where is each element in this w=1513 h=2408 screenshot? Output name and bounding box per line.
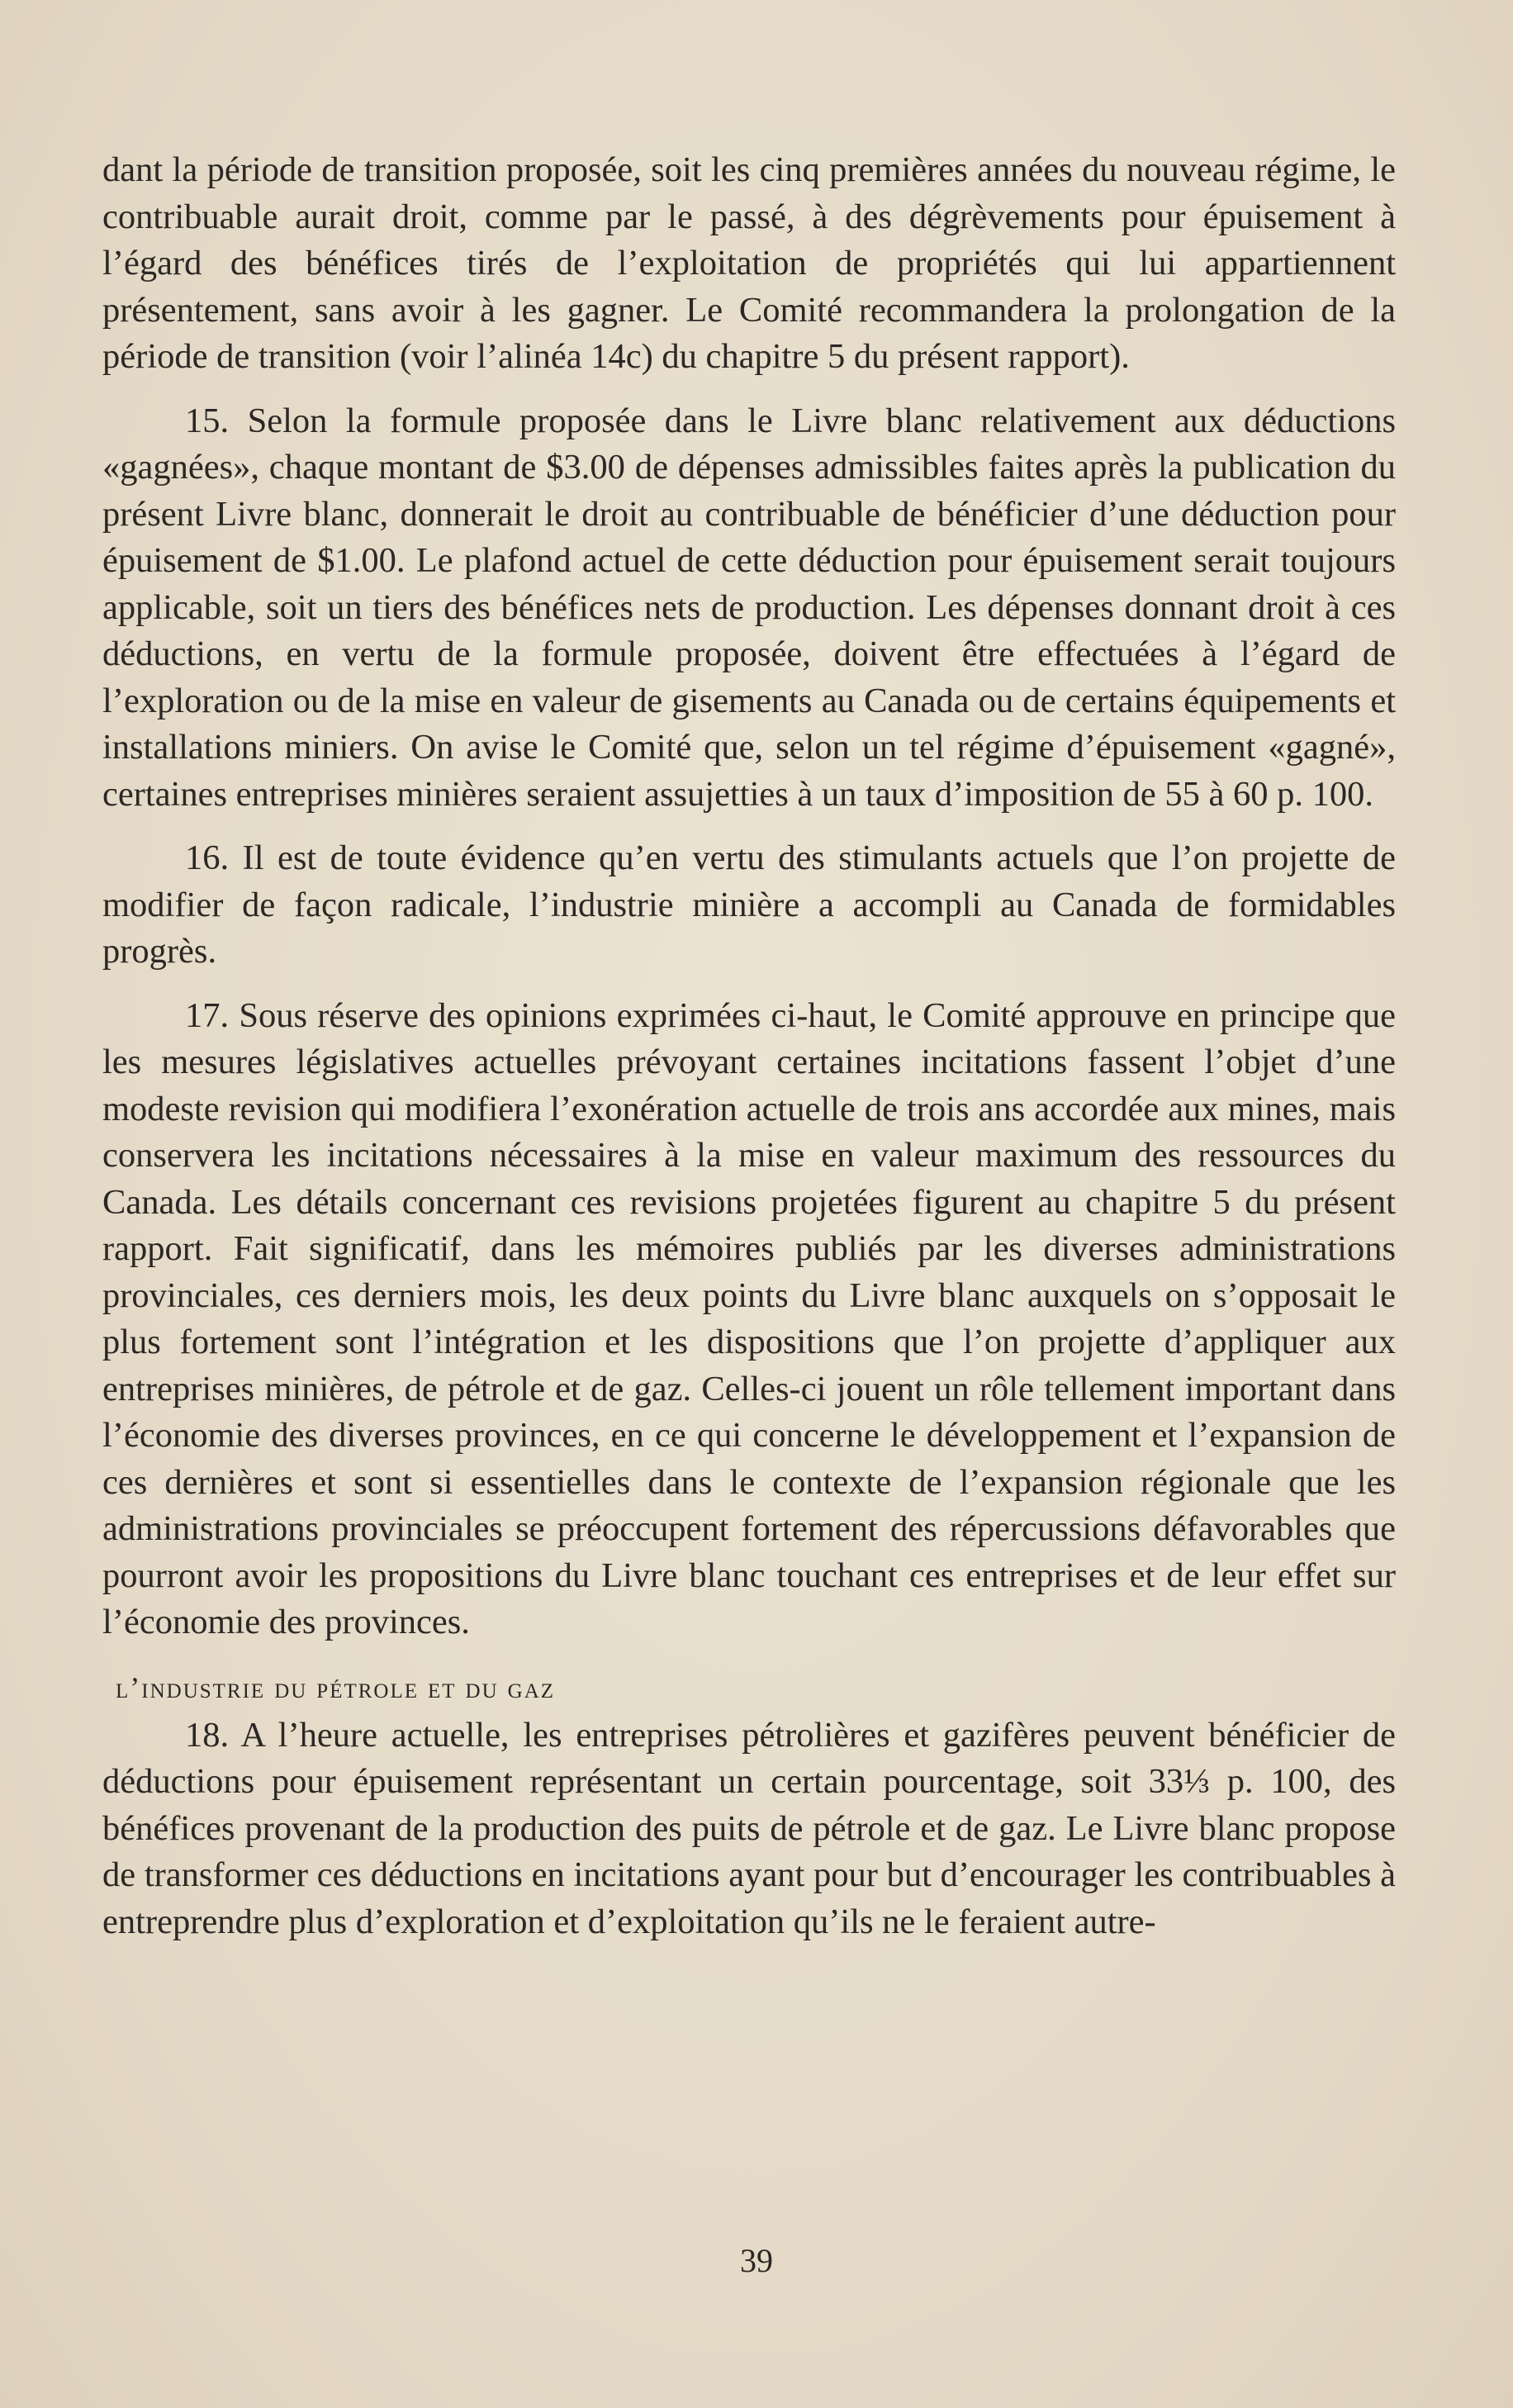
paragraph-16: 16. Il est de toute évidence qu’en vertu des stimulants actuels que l’on projette de modifier de façon radicale, l’industrie minière a accompli au Canada de formidables progrès. [102, 838, 1396, 971]
opening-paragraph: dant la période de transition proposée, soit les cinq premières années du nouveau régime, le contribuable aurait droit, comme par le passé, à des dégrèvements pour épuisement à l’égard des bénéfices tirés de l’exploitation de propriétés qui lui appartiennent présentement, sans avoir à les gagner. Le Comité recommandera la prolongation de la période de transition (voir l’alinéa 14c) du chapitre 5 du présent rapport). [102, 150, 1396, 376]
body-text [102, 147, 1396, 1945]
section-heading: l’industrie du pétrole et du gaz [116, 1670, 556, 1704]
page-number: 39 [740, 2242, 773, 2279]
paragraph-18: 18. A l’heure actuelle, les entreprises pétrolières et gazifères peuvent bénéficier de déductions pour épuisement représentant un certain pourcentage, soit 33⅓ p. 100, des bénéfices provenant de la production des puits de pétrole et de gaz. Le Livre blanc propose de transformer ces déductions en incitations ayant pour but d’encourager les contribuables à entreprendre plus d’exploration et d’exploitation qu’ils ne le feraient autre- [102, 1715, 1396, 1941]
paragraph-15: 15. Selon la formule proposée dans le Livre blanc relativement aux déductions «gagnées», chaque montant de $3.00 de dépenses admissibles faites après la publication du présent Livre blanc, donnerait le droit au contribuable de bénéficier d’une déduction pour épuisement de $1.00. Le plafond actuel de cette déduction pour épuisement serait toujours applicable, soit un tiers des bénéfices nets de production. Les dépenses donnant droit à ces déductions, en vertu de la formule proposée, doivent être effectuées à l’égard de l’exploration ou de la mise en valeur de gisements au Canada ou de certains équipements et installations miniers. On avise le Comité que, selon un tel régime d’épuisement «gagné», certaines entreprises minières seraient assujetties à un taux d’imposition de 55 à 60 p. 100. [102, 401, 1396, 814]
paragraph-17: 17. Sous réserve des opinions exprimées ci-haut, le Comité approuve en principe que les mesures législatives actuelles prévoyant certaines incitations fassent l’objet d’une modeste revision qui modifiera l’exonération actuelle de trois ans accordée aux mines, mais conservera les incitations nécessaires à la mise en valeur maximum des ressources du Canada. Les détails concernant ces revisions projetées figurent au chapitre 5 du présent rapport. Fait significatif, dans les mémoires publiés par les diverses administrations provinciales, ces derniers mois, les deux points du Livre blanc auxquels on s’opposait le plus fortement sont l’intégration et les dispositions que l’on projette d’appliquer aux entreprises minières, de pétrole et de gaz. Celles-ci jouent un rôle tellement important dans l’économie des diverses provinces, en ce qui concerne le développement et l’expansion de ces dernières et sont si essentielles dans le contexte de l’expansion régionale que les administrations provinciales se préoccupent fortement des répercussions défavorables que pourront avoir les propositions du Livre blanc touchant ces entreprises et de leur effet sur l’économie des provinces. [102, 995, 1396, 1641]
